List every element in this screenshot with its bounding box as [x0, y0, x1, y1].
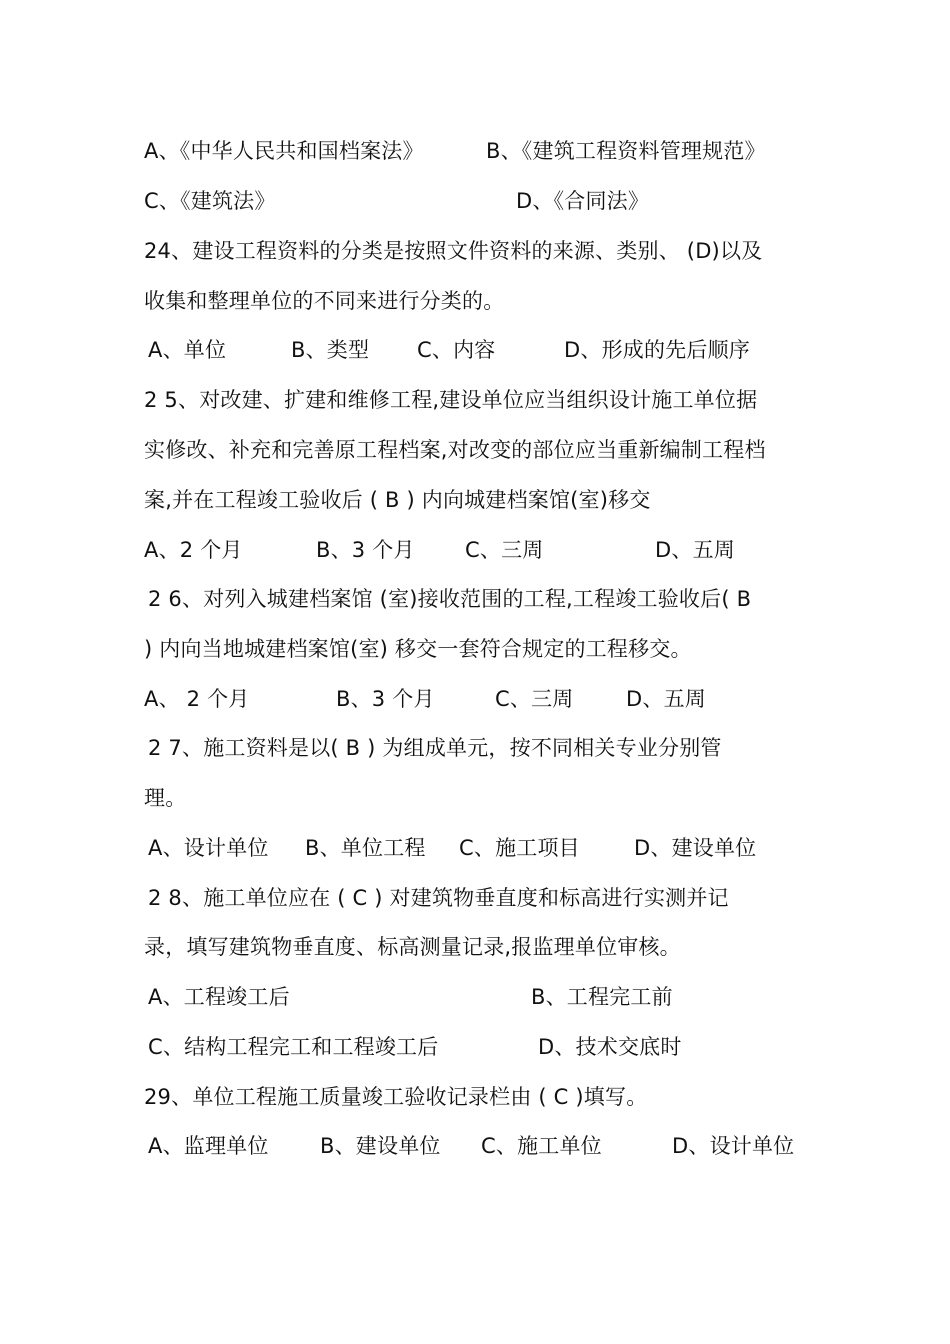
question-text: 24、建设工程资料的分类是按照文件资料的来源、类别、 (D)以及	[144, 239, 763, 263]
option-line	[465, 525, 543, 575]
option-d: D、建设单位	[634, 836, 757, 860]
option-c: C、三周	[465, 538, 544, 562]
option-c: C、施工单位	[481, 1134, 602, 1158]
option-a: A、 2 个月	[144, 687, 250, 711]
option-c: C、结构工程完工和工程竣工后	[148, 1035, 439, 1059]
option-line	[564, 325, 750, 375]
option-d: D、形成的先后顺序	[564, 338, 750, 362]
option-line	[144, 525, 243, 575]
question-text-line	[144, 475, 651, 525]
question-text: 2 7、施工资料是以( B ) 为组成单元，按不同相关专业分别管	[148, 736, 722, 760]
option-line	[531, 972, 673, 1022]
option-line	[417, 325, 495, 375]
option-c: C、三周	[495, 687, 574, 711]
option-b: B、单位工程	[305, 836, 426, 860]
option-b: B、建设单位	[320, 1134, 441, 1158]
option-line	[316, 525, 415, 575]
option-d: D、五周	[626, 687, 706, 711]
question-text-line	[144, 773, 186, 823]
question-text-line	[144, 276, 504, 326]
option-d: D、《合同法》	[516, 189, 650, 213]
question-text: ) 内向当地城建档案馆(室) 移交一套符合规定的工程移交。	[144, 637, 692, 661]
question-28	[148, 873, 729, 923]
option-line	[148, 1121, 269, 1171]
option-d: D、五周	[655, 538, 735, 562]
option-b: B、工程完工前	[531, 985, 673, 1009]
option-line	[495, 674, 573, 724]
question-26	[148, 574, 751, 624]
option-d: D、技术交底时	[538, 1035, 682, 1059]
option-d: D、设计单位	[672, 1134, 795, 1158]
option-line	[320, 1121, 441, 1171]
option-line	[655, 525, 735, 575]
option-line	[626, 674, 706, 724]
option-b: B、类型	[291, 338, 370, 362]
option-a: A、监理单位	[148, 1134, 269, 1158]
option-line	[459, 823, 580, 873]
option-line	[291, 325, 369, 375]
option-a: A、单位	[148, 338, 227, 362]
option-line	[486, 126, 766, 176]
option-line	[148, 1022, 438, 1072]
option-line	[144, 176, 276, 226]
question-text: 收集和整理单位的不同来进行分类的。	[144, 289, 505, 313]
question-text: 2 8、施工单位应在 ( C ) 对建筑物垂直度和标高进行实测并记	[148, 886, 729, 910]
option-line	[144, 674, 249, 724]
option-line	[305, 823, 426, 873]
option-line	[516, 176, 649, 226]
question-25	[144, 375, 757, 425]
question-24	[144, 226, 762, 276]
question-text: 录，填写建筑物垂直度、标高测量记录,报监理单位审核。	[144, 935, 681, 959]
option-c: C、内容	[417, 338, 496, 362]
question-text: 2 6、对列入城建档案馆 (室)接收范围的工程,工程竣工验收后( B	[148, 587, 752, 611]
option-c: C、《建筑法》	[144, 189, 276, 213]
option-line	[148, 823, 269, 873]
question-text: 29、单位工程施工质量竣工验收记录栏由 ( C )填写。	[144, 1085, 648, 1109]
question-text-line	[144, 425, 766, 475]
option-line	[538, 1022, 682, 1072]
option-line	[481, 1121, 602, 1171]
option-a: A、设计单位	[148, 836, 269, 860]
question-27	[148, 723, 722, 773]
question-text: 理。	[144, 786, 187, 810]
option-a: A、2 个月	[144, 538, 243, 562]
option-a: A、《中华人民共和国档案法》	[144, 139, 424, 163]
question-text: 2 5、对改建、扩建和维修工程,建设单位应当组织设计施工单位据	[144, 388, 758, 412]
option-b: B、3 个月	[336, 687, 435, 711]
option-line	[148, 325, 226, 375]
option-line	[336, 674, 435, 724]
question-text-line	[144, 922, 681, 972]
question-text: 实修改、补充和完善原工程档案,对改变的部位应当重新编制工程档	[144, 438, 766, 462]
option-line	[144, 126, 424, 176]
question-29	[144, 1072, 647, 1122]
option-c: C、施工项目	[459, 836, 580, 860]
question-text-line	[144, 624, 692, 674]
option-b: B、3 个月	[316, 538, 415, 562]
option-a: A、工程竣工后	[148, 985, 290, 1009]
option-line	[634, 823, 756, 873]
option-line	[148, 972, 290, 1022]
option-b: B、《建筑工程资料管理规范》	[486, 139, 766, 163]
option-line	[672, 1121, 794, 1171]
question-text: 案,并在工程竣工验收后 ( B ) 内向城建档案馆(室)移交	[144, 488, 651, 512]
